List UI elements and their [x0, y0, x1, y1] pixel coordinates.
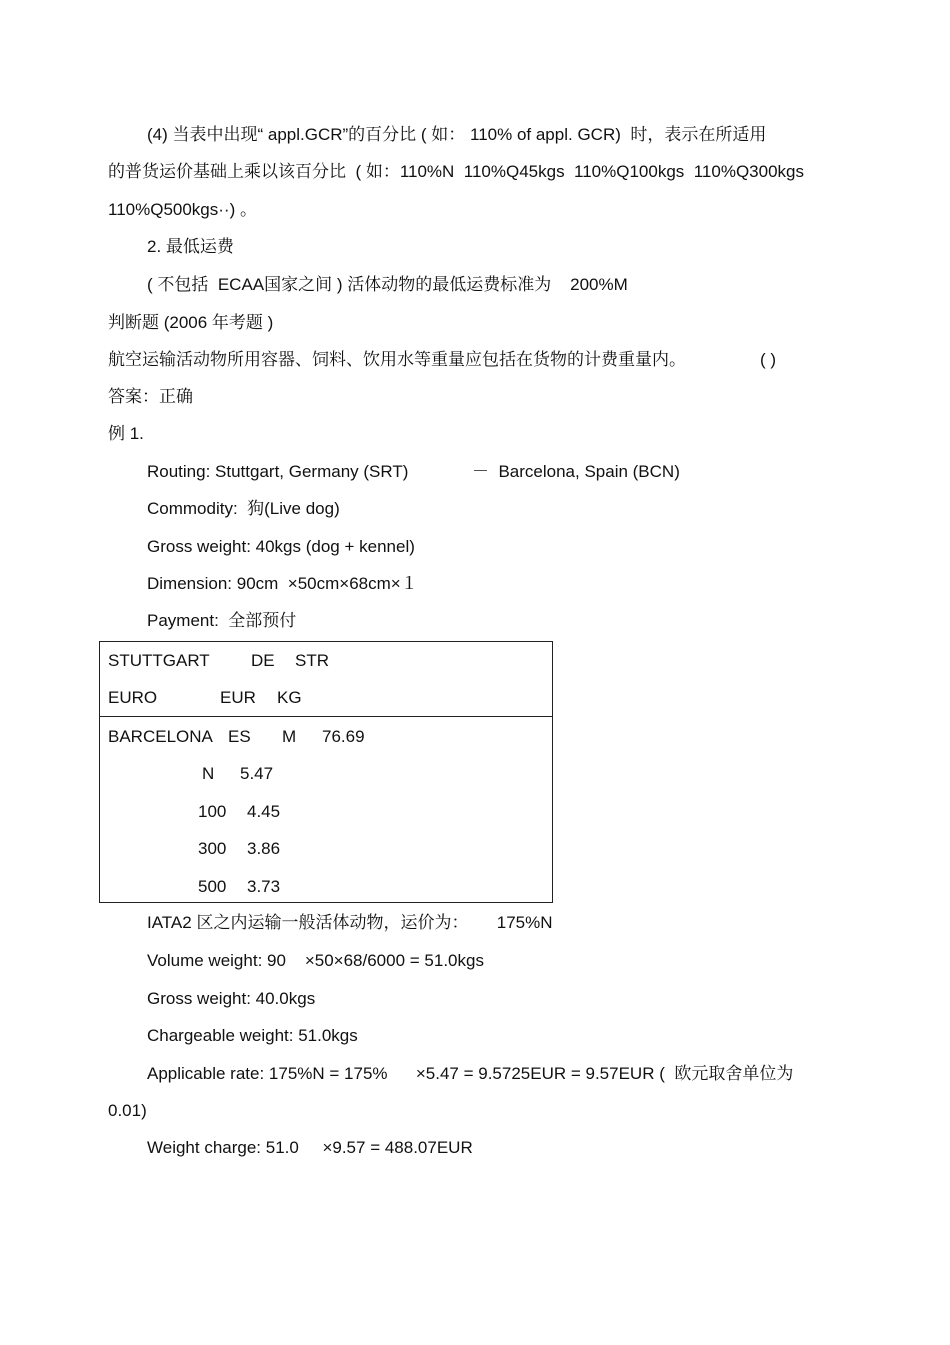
rate-key: 100 — [198, 802, 227, 821]
currency-name: EURO — [108, 688, 158, 707]
rate-key: 300 — [198, 839, 227, 858]
commodity-line: Commodity: 狗(Live dog) — [147, 499, 340, 518]
rate-value: 5.47 — [240, 764, 274, 783]
quiz-blank: ( ) — [760, 350, 777, 369]
payment-line: Payment: 全部预付 — [147, 611, 297, 630]
rate-table — [99, 641, 553, 903]
dest-country: ES — [228, 727, 251, 746]
chargeable-weight-line: Chargeable weight: 51.0kgs — [147, 1026, 358, 1045]
para1-line2: 的普货运价基础上乘以该百分比 ( 如：110%N 110%Q45kgs 110%Q100kgs 110%Q300kgs — [108, 162, 804, 181]
origin-city: STUTTGART — [108, 651, 210, 670]
routing-origin: Routing: Stuttgart, Germany (SRT) — [147, 462, 409, 481]
rate-value: 3.86 — [247, 839, 281, 858]
rate-key: N — [202, 764, 215, 783]
rate-value: 76.69 — [322, 727, 365, 746]
rate-value: 3.73 — [247, 877, 281, 896]
origin-country: DE — [251, 651, 275, 670]
table-divider — [100, 716, 552, 717]
section-body: ( 不包括 ECAA国家之间 ) 活体动物的最低运费标准为 200%M — [147, 275, 628, 294]
example-title: 例 1. — [108, 424, 144, 443]
applicable-rate-continued: 0.01) — [108, 1101, 147, 1120]
routing-destination: － Barcelona, Spain (BCN) — [472, 462, 680, 481]
rate-key: M — [282, 727, 297, 746]
dimension-line: Dimension: 90cm ×50cm×68cm×１ — [147, 574, 418, 593]
weight-unit: KG — [277, 688, 302, 707]
section-heading: 2. 最低运费 — [147, 237, 234, 256]
applicable-rate-line: Applicable rate: 175%N = 175% ×5.47 = 9.5725EUR = 9.57EUR ( 欧元取舍单位为 — [147, 1064, 794, 1083]
dest-city: BARCELONA — [108, 727, 213, 746]
weight-charge-line: Weight charge: 51.0 ×9.57 = 488.07EUR — [147, 1138, 473, 1157]
quiz-title: 判断题 (2006 年考题 ) — [108, 313, 274, 332]
origin-code: STR — [295, 651, 329, 670]
gross-weight-line: Gross weight: 40kgs (dog + kennel) — [147, 537, 415, 556]
quiz-question: 航空运输活动物所用容器、饲料、饮用水等重量应包括在货物的计费重量内。 — [108, 350, 686, 369]
iata-rate-line: IATA2 区之内运输一般活体动物，运价为： 175%N — [147, 913, 553, 932]
calc-gross-weight-line: Gross weight: 40.0kgs — [147, 989, 316, 1008]
rate-value: 4.45 — [247, 802, 281, 821]
quiz-answer: 答案：正确 — [108, 387, 193, 406]
volume-weight-line: Volume weight: 90 ×50×68/6000 = 51.0kgs — [147, 951, 484, 970]
para1-line3: 110%Q500kgs··) 。 — [108, 200, 257, 219]
currency-code: EUR — [220, 688, 256, 707]
rate-key: 500 — [198, 877, 227, 896]
para1-line1: (4) 当表中出现“ appl.GCR”的百分比 ( 如： 110% of appl. GCR) 时，表示在所适用 — [147, 125, 767, 144]
